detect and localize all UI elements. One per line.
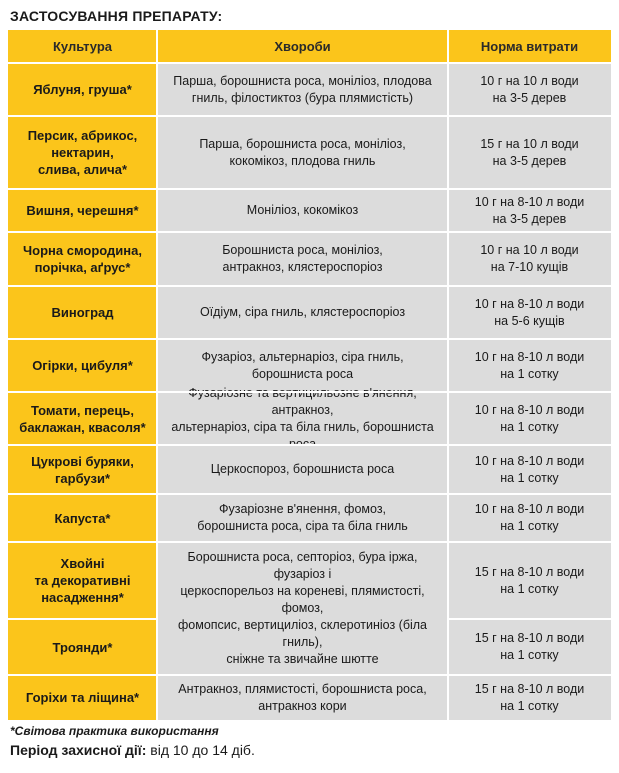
page-title: ЗАСТОСУВАННЯ ПРЕПАРАТУ: bbox=[10, 8, 223, 24]
disease-cell: Оїдіум, сіра гниль, клястероспоріоз bbox=[157, 286, 448, 339]
column-divider bbox=[447, 30, 449, 720]
rate-cell: 10 г на 10 л води на 3-5 дерев bbox=[448, 63, 611, 116]
period-value: від 10 до 14 діб. bbox=[146, 742, 255, 758]
rate-cell: 15 г на 8-10 л води на 1 сотку bbox=[448, 675, 611, 720]
period-label: Період захисної дії: bbox=[10, 742, 147, 758]
row-divider bbox=[448, 444, 611, 446]
crop-cell: Капуста* bbox=[8, 494, 157, 542]
disease-cell: Фузаріозне в'янення, фомоз, борошниста роса, сіра та біла гниль bbox=[157, 494, 448, 542]
disease-cell: Церкоспороз, борошниста роса bbox=[157, 445, 448, 494]
row-divider bbox=[157, 231, 448, 233]
rate-cell: 15 г на 8-10 л води на 1 сотку bbox=[448, 619, 611, 675]
row-divider bbox=[157, 115, 448, 117]
disease-cell: Моніліоз, кокомікоз bbox=[157, 189, 448, 232]
disease-cell: Парша, борошниста роса, моніліоз, плодова гниль, філостиктоз (бура плямистість) bbox=[157, 63, 448, 116]
rate-cell: 15 г на 10 л води на 3-5 дерев bbox=[448, 116, 611, 189]
disease-cell: Фузаріоз, альтернаріоз, сіра гниль, борошниста роса bbox=[157, 339, 448, 392]
row-divider bbox=[157, 285, 448, 287]
crop-cell: Горіхи та ліщина* bbox=[8, 675, 157, 720]
crop-cell: Вишня, черешня* bbox=[8, 189, 157, 232]
disease-cell: Борошниста роса, септоріоз, бура іржа, фузаріоз і церкоспорельоз на кореневі, плямистості, фомоз, фомопсис, вертициліоз, склеротиніоз (біла гниль), сніжне та звичайне шютте bbox=[157, 542, 448, 675]
rate-cell: 10 г на 8-10 л води на 1 сотку bbox=[448, 392, 611, 445]
crop-cell: Чорна смородина, порічка, аґрус* bbox=[8, 232, 157, 286]
crop-cell: Огірки, цибуля* bbox=[8, 339, 157, 392]
row-divider bbox=[8, 674, 157, 676]
row-divider bbox=[157, 391, 448, 393]
row-divider bbox=[157, 493, 448, 495]
row-divider bbox=[448, 493, 611, 495]
row-divider bbox=[8, 188, 157, 190]
crop-cell: Виноград bbox=[8, 286, 157, 339]
row-divider bbox=[8, 444, 157, 446]
disease-cell: антракноз, альтернаріоз, сіра та біла гниль, борошниста bbox=[157, 392, 448, 445]
row-divider bbox=[157, 541, 448, 543]
rate-cell: 10 г на 8-10 л води на 1 сотку bbox=[448, 445, 611, 494]
row-divider bbox=[448, 188, 611, 190]
row-divider bbox=[448, 338, 611, 340]
header-rate: Норма витрати bbox=[448, 30, 611, 63]
row-divider bbox=[448, 115, 611, 117]
rate-cell: 10 г на 10 л води на 7-10 кущів bbox=[448, 232, 611, 286]
rate-cell: 10 г на 8-10 л води на 3-5 дерев bbox=[448, 189, 611, 232]
row-divider bbox=[448, 285, 611, 287]
row-divider bbox=[448, 391, 611, 393]
row-divider bbox=[8, 618, 157, 620]
row-divider bbox=[448, 541, 611, 543]
row-divider bbox=[8, 493, 157, 495]
row-divider bbox=[8, 62, 157, 64]
row-divider bbox=[157, 674, 448, 676]
disease-cell: Антракноз, плямистості, борошниста роса, антракноз кори bbox=[157, 675, 448, 720]
crop-cell: Хвойні та декоративні насадження* bbox=[8, 542, 157, 619]
row-divider bbox=[8, 231, 157, 233]
disease-cell: Борошниста роса, моніліоз, антракноз, клястероспоріоз bbox=[157, 232, 448, 286]
row-divider bbox=[8, 338, 157, 340]
rate-cell: 10 г на 8-10 л води на 1 сотку bbox=[448, 339, 611, 392]
row-divider bbox=[8, 541, 157, 543]
row-divider bbox=[448, 618, 611, 620]
disease-cell: Парша, борошниста роса, моніліоз, кокомікоз, плодова гниль bbox=[157, 116, 448, 189]
row-divider bbox=[157, 444, 448, 446]
row-divider bbox=[8, 391, 157, 393]
crop-cell: Персик, абрикос, нектарин, слива, алича* bbox=[8, 116, 157, 189]
rate-cell: 10 г на 8-10 л води на 5-6 кущів bbox=[448, 286, 611, 339]
rate-cell: 15 г на 8-10 л води на 1 сотку bbox=[448, 542, 611, 619]
row-divider bbox=[8, 115, 157, 117]
crop-cell: Цукрові буряки, гарбузи* bbox=[8, 445, 157, 494]
row-divider bbox=[448, 674, 611, 676]
row-divider bbox=[157, 62, 448, 64]
footnote: *Світова практика використання bbox=[10, 724, 219, 738]
header-culture: Культура bbox=[8, 30, 157, 63]
row-divider bbox=[448, 62, 611, 64]
crop-cell: Томати, перець, баклажан, квасоля* bbox=[8, 392, 157, 445]
row-divider bbox=[448, 231, 611, 233]
header-diseases: Хвороби bbox=[157, 30, 448, 63]
row-divider bbox=[157, 338, 448, 340]
protection-period bbox=[10, 742, 255, 758]
application-table bbox=[8, 30, 611, 720]
rate-cell: 10 г на 8-10 л води на 1 сотку bbox=[448, 494, 611, 542]
row-divider bbox=[8, 285, 157, 287]
row-divider bbox=[157, 188, 448, 190]
column-divider bbox=[156, 30, 158, 720]
crop-cell: Яблуня, груша* bbox=[8, 63, 157, 116]
crop-cell: Троянди* bbox=[8, 619, 157, 675]
